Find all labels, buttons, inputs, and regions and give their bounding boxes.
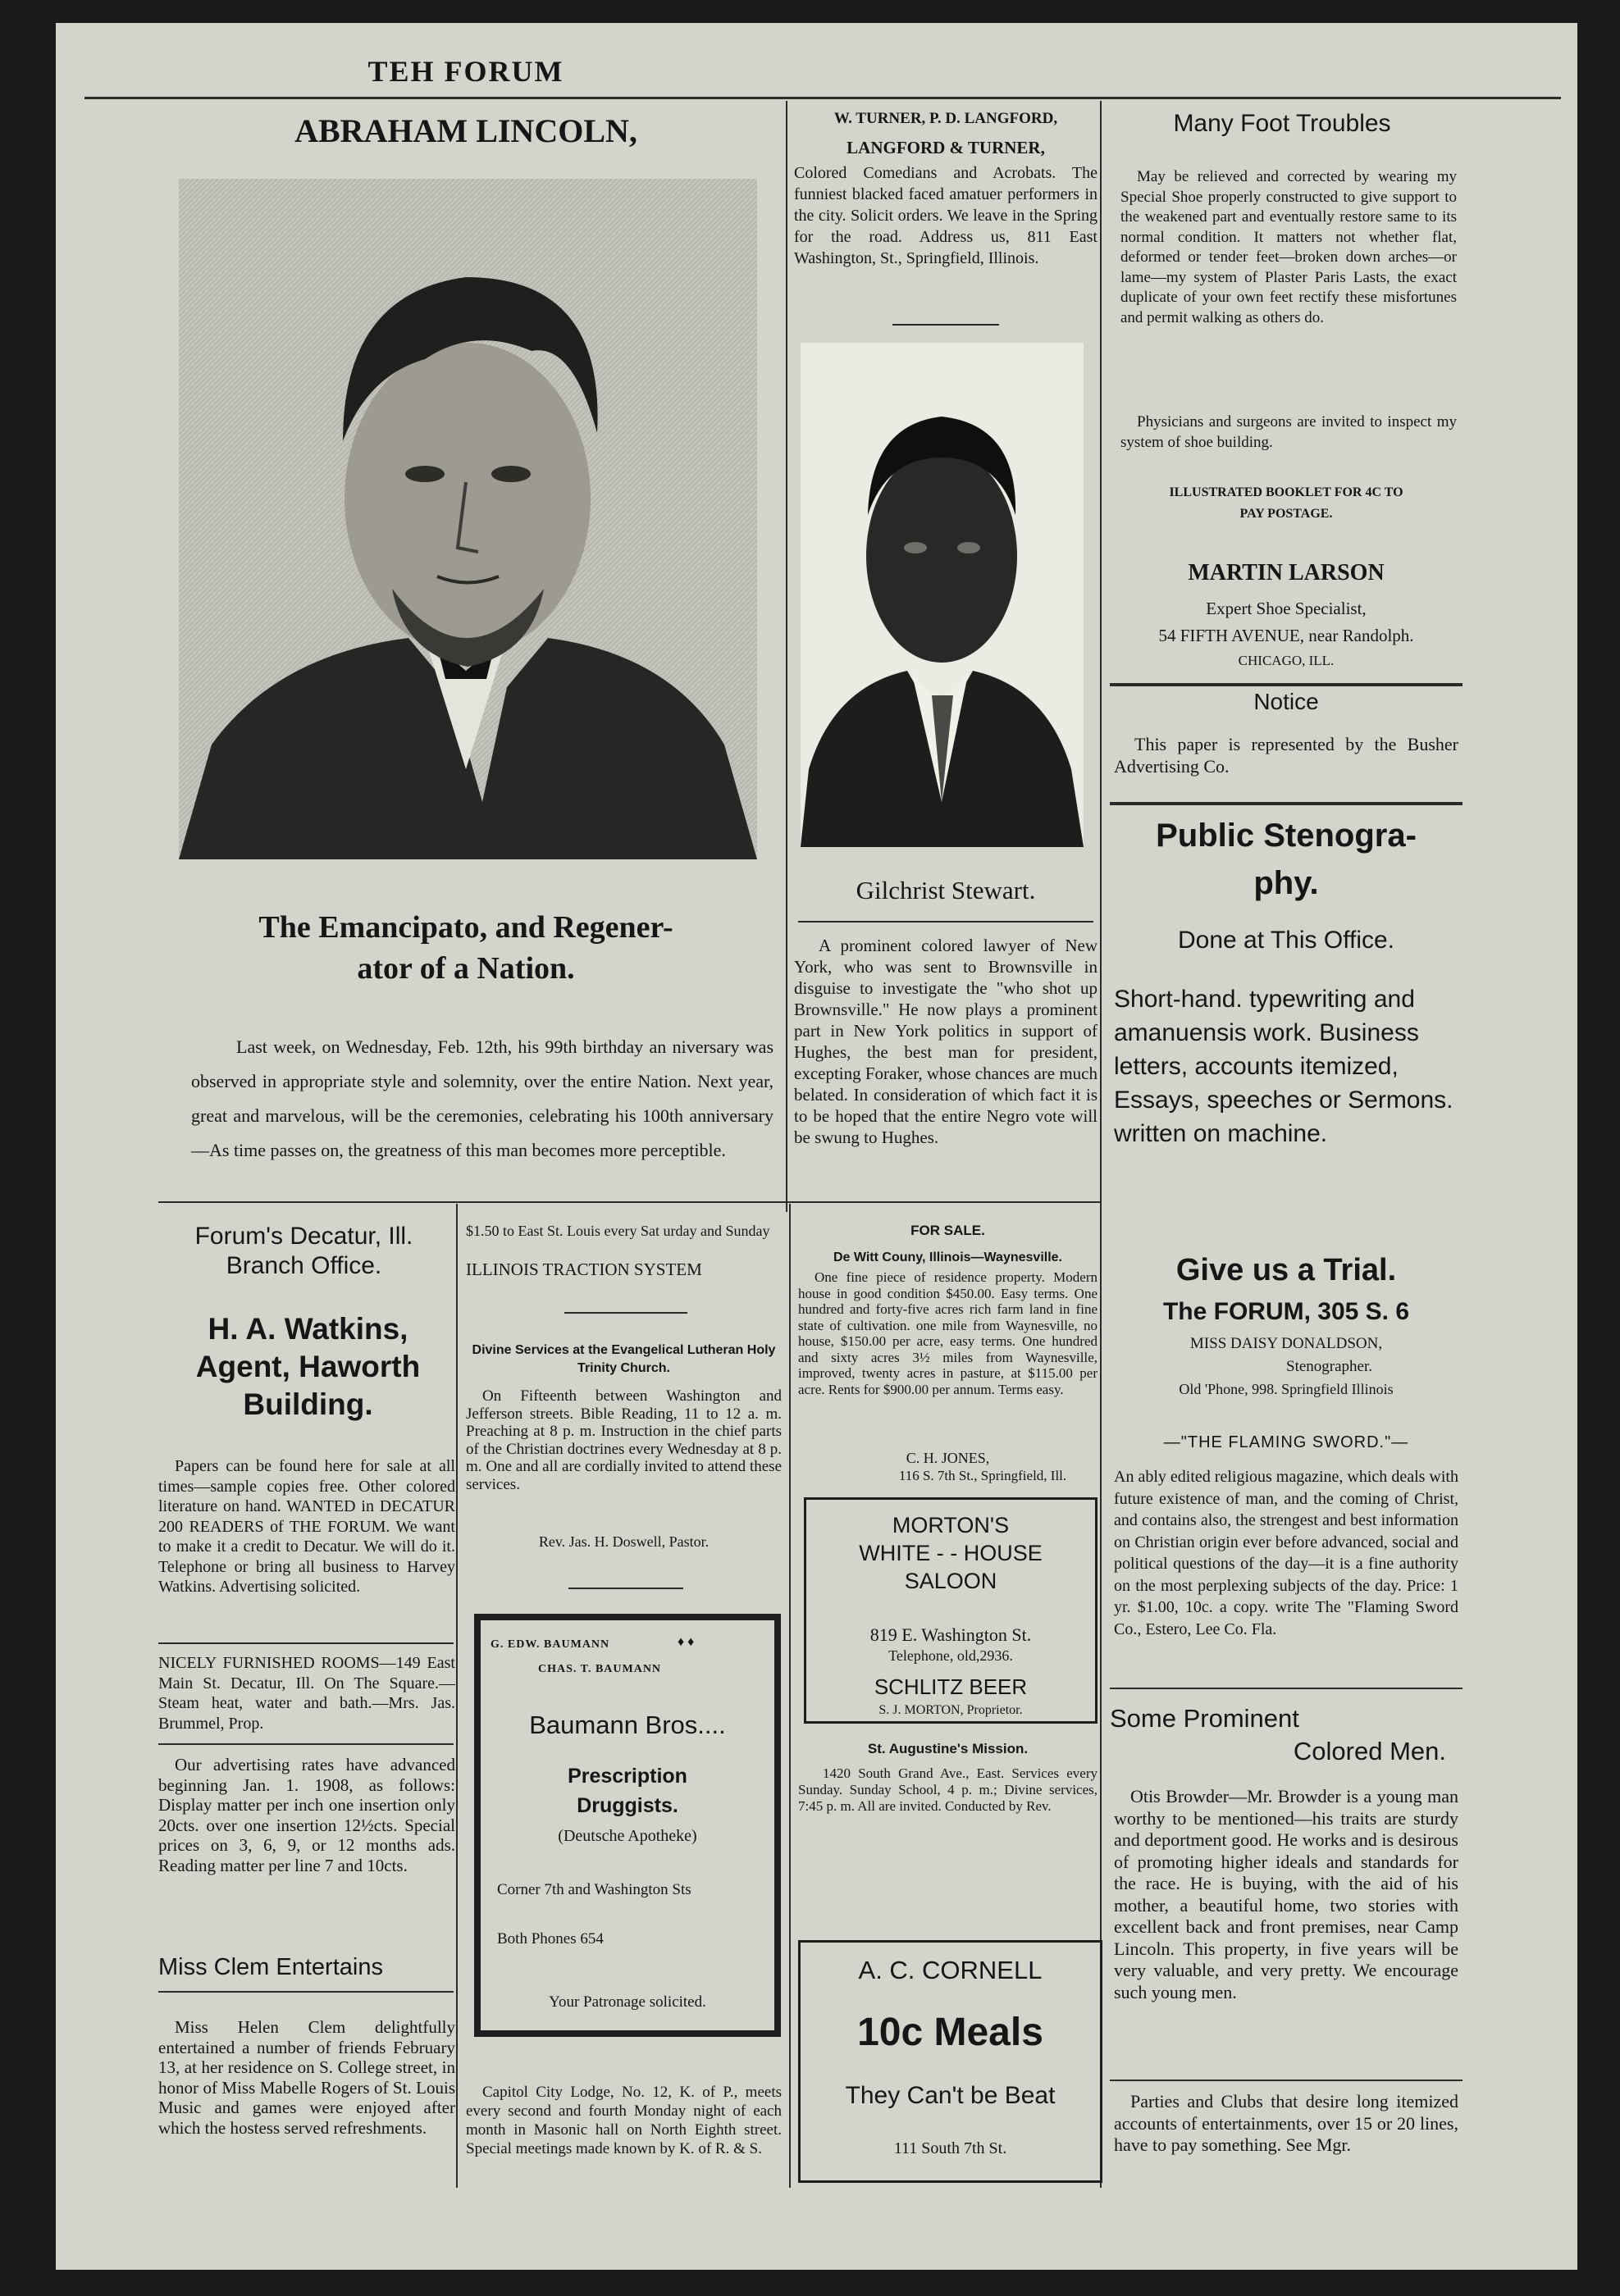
steno-title-line2: phy.: [1253, 865, 1319, 901]
traction-name: ILLINOIS TRACTION SYSTEM: [466, 1260, 702, 1279]
decatur-title: [154, 1222, 454, 1281]
lincoln-subtitle: [154, 907, 778, 989]
baumann-box: [474, 1614, 781, 2037]
saloon-name: [806, 1511, 1095, 1595]
saloon-box: [804, 1497, 1097, 1724]
saloon-prop: S. J. MORTON, Proprietor.: [878, 1703, 1023, 1717]
baumann-marks: ♦ ♦: [678, 1635, 695, 1649]
foot-booklet-line1: ILLUSTRATED BOOKLET FOR 4C TO: [1169, 485, 1403, 499]
foot-address: 54 FIFTH AVENUE, near Randolph.: [1158, 626, 1414, 645]
sale-address: 116 S. 7th St., Springfield, Ill.: [898, 1468, 1067, 1483]
langford-firm: LANGFORD & TURNER,: [847, 138, 1045, 157]
short-rule: [892, 324, 999, 326]
decatur-agent: [154, 1310, 462, 1424]
foot-name: MARTIN LARSON: [1188, 560, 1385, 585]
foot-body: May be relieved and corrected by wearing my Special Shoe properly constructed to give support to the weakened part and eventually restore same to its normal condition. It matters not whether flat, deformed or tender feet—broken down arches—or lame—my system of Plaster Paris Lasts, the exact duplicate of your own feet rectify these misfortunes and permit walking as others do.: [1120, 168, 1457, 326]
sale-body: One fine piece of residence property. Modern house in good condition $450.00. Easy terms. One hundred and forty-five acres rich farm land in fine state of cultivation. one mile from Waynesville, no house, $150.00 per acre, easy terms. One hundred and sixty acres 3½ miles from Waynesville, improved, twenty acres in pasture, at $115.00 per acre. Rents for $900.00 per annum. Terms easy.: [798, 1269, 1097, 1397]
lodge-body: Capitol City Lodge, No. 12, K. of P., meets every second and fourth Monday night of each month in Masonic hall on North Eighth street. Special meetings made known by K. of R. & S.: [466, 2084, 782, 2157]
column-rule-2: [1100, 101, 1102, 1220]
church-pastor: Rev. Jas. H. Doswell, Pastor.: [538, 1533, 710, 1550]
lincoln-portrait: [179, 179, 757, 859]
newspaper-page: [56, 23, 1577, 2270]
baumann-name1: G. EDW. BAUMANN: [491, 1638, 610, 1651]
baumann-patronage: Your Patronage solicited.: [549, 1993, 706, 2011]
stewart-rule: [798, 921, 1093, 922]
clem-title: Miss Clem Entertains: [158, 1954, 383, 1980]
prominent-body: Otis Browder—Mr. Browder is a young man worthy to be mentioned—his traits are sturdy and deportment good. He works and is desirous of promoting higher ideals and standards for the race. He is buying, with the aid of his mother, a beautiful home, two stories with excellent back and front premises, near Camp Lincoln. This property, in five years will be very valuable, and very pretty. We encourage such young men.: [1114, 1786, 1458, 2002]
notice-title: Notice: [1253, 689, 1319, 714]
sword-body: An ably edited religious magazine, which deals with future existence of man, and the coming of Christ, and contains also, the strengest and best information on Christian origin ever before advanced, social and political questions of the day—it is a fine authority on the most perplexing subjects of the day. Price: 1 yr. $1.00, 10c. a copy. write The "Flaming Sword Co., Estero, Lee Co. Fla.: [1114, 1468, 1458, 1638]
decatur-title-line2: Branch Office.: [226, 1252, 382, 1279]
cornell-beat: They Can't be Beat: [845, 2082, 1056, 2109]
saloon-name-line1: MORTON'S: [892, 1513, 1010, 1538]
saloon-name-line2: WHITE - - HOUSE: [859, 1541, 1043, 1565]
traction-line: $1.50 to East St. Louis every Sat urday and Sunday: [466, 1223, 770, 1239]
decatur-agent-line3: Building.: [243, 1387, 373, 1421]
masthead-rule: [84, 97, 1561, 99]
decatur-agent-line2: Agent, Haworth: [195, 1350, 421, 1383]
saloon-phone: Telephone, old,2936.: [888, 1647, 1013, 1664]
langford-names: W. TURNER, P. D. LANGFORD,: [833, 110, 1058, 127]
cornell-name: A. C. CORNELL: [858, 1956, 1043, 1984]
foot-booklet-line2: PAY POSTAGE.: [1239, 507, 1333, 521]
lincoln-engraving-image: [179, 179, 757, 859]
cornell-box: [798, 1940, 1102, 2183]
foot-role: Expert Shoe Specialist,: [1206, 599, 1367, 618]
church-title: Divine Services at the Evangelical Lutheran Holy Trinity Church.: [472, 1343, 776, 1375]
mission-title: St. Augustine's Mission.: [867, 1741, 1029, 1756]
church-rule: [568, 1588, 683, 1589]
foot-title: Many Foot Troubles: [1173, 110, 1391, 137]
steno-trial: Give us a Trial.: [1175, 1253, 1397, 1287]
masthead: TEH FORUM: [367, 55, 564, 88]
notice-rule: [1110, 802, 1463, 805]
foot-rule: [1110, 683, 1463, 686]
prominent-rule: [1110, 2080, 1463, 2081]
church-body: On Fifteenth between Washington and Jefferson streets. Bible Reading, 11 to 12 a. m. Preaching at 8 p. m. Instruction in the chief parts of the Christian doctrines every Wednesday at 8 p. m. One and all are cordially invited to attend these services.: [466, 1387, 782, 1493]
stewart-portrait: [801, 343, 1084, 847]
foot-body-2: Physicians and surgeons are invited to inspect my system of shoe building.: [1120, 413, 1457, 451]
steno-phone: Old 'Phone, 998. Springfield Illinois: [1179, 1381, 1394, 1397]
baumann-corner: Corner 7th and Washington Sts: [497, 1881, 691, 1898]
clem-body: Miss Helen Clem delightfully entertained a number of friends February 13, at her residence on S. College street, in honor of Miss Mabelle Rogers of St. Louis Music and games were enjoyed after which the hostess served refreshments.: [158, 2017, 455, 2138]
saloon-address: 819 E. Washington St.: [869, 1624, 1032, 1645]
baumann-title: Baumann Bros....: [529, 1711, 726, 1739]
decatur-body: Papers can be found here for sale at all times—sample copies free. Other colored literature on hand. WANTED in DECATUR 200 READERS of THE FORUM. We want to make it a credit to Decatur. We will do it. Telephone or bring all business to Harvey Watkins. Advertising solicited.: [158, 1457, 455, 1596]
prominent-title: [1110, 1702, 1463, 1768]
prominent-title-line1: Some Prominent: [1110, 1704, 1299, 1733]
baumann-sub-line1: Prescription: [568, 1765, 687, 1788]
steno-name: MISS DAISY DONALDSON,: [1189, 1335, 1383, 1352]
prominent-body-2: Parties and Clubs that desire long itemized accounts of entertainments, over 15 or 20 lines, have to pay something. See Mgr.: [1114, 2091, 1458, 2155]
sale-name: C. H. JONES,: [906, 1450, 990, 1466]
decatur-agent-line1: H. A. Watkins,: [208, 1312, 408, 1346]
saloon-name-line3: SALOON: [904, 1569, 997, 1593]
sale-title: FOR SALE.: [910, 1223, 985, 1238]
steno-body: Short-hand. typewriting and amanuensis work. Business letters, accounts itemized, Essays, speeches or Sermons. written on machine.: [1114, 986, 1453, 1147]
decatur-rule: [158, 1642, 454, 1644]
rates-body: Our advertising rates have advanced beginning Jan. 1. 1908, as follows: Display matter per inch one insertion only 20cts. over one insertion 12½cts. Special prices on 3, 6, 9, or 12 months ads. Reading matter per line 7 and 10cts.: [158, 1755, 455, 1875]
cornell-meals: 10c Meals: [857, 2011, 1043, 2054]
langford-body: Colored Comedians and Acrobats. The funniest blacked faced amatuer performers in the city. Solicit orders. We leave in the Spring for the road. Address us, 811 East Washington, St., Springfield, Illinois.: [794, 164, 1097, 267]
saloon-beer: SCHLITZ BEER: [874, 1674, 1028, 1699]
sword-rule: [1110, 1688, 1463, 1689]
steno-title-line1: Public Stenogra-: [1156, 818, 1417, 854]
baumann-sub-line2: Druggists.: [577, 1794, 678, 1817]
notice-body: This paper is represented by the Busher Advertising Co.: [1114, 734, 1458, 777]
traction-rule: [564, 1312, 687, 1314]
steno-title: [1110, 812, 1463, 907]
stewart-caption: Gilchrist Stewart.: [856, 876, 1036, 904]
foot-city: CHICAGO, ILL.: [1238, 653, 1335, 668]
lincoln-subtitle-line1: The Emancipato, and Regener-: [258, 910, 673, 945]
steno-done: Done at This Office.: [1177, 927, 1395, 954]
column-rule-4: [789, 1204, 791, 2188]
lincoln-title: ABRAHAM LINCOLN,: [294, 112, 637, 149]
cornell-address: 111 South 7th St.: [893, 2139, 1007, 2157]
rooms-rule: [158, 1743, 454, 1745]
decatur-title-line1: Forum's Decatur, Ill.: [194, 1223, 413, 1250]
baumann-phones: Both Phones 654: [497, 1930, 604, 1947]
stewart-body: A prominent colored lawyer of New York, who was sent to Brownsville in disguise to investigate the "who shot up Brownsville." He now plays a prominent part in New York politics in support of Hughes, the best man for president, excepting Foraker, whose chances are much belated. In consideration of which fact it is to be hoped that the entire Negro vote will be swung to Hughes.: [794, 936, 1098, 1147]
baumann-name2: CHAS. T. BAUMANN: [538, 1663, 662, 1675]
section-rule: [158, 1201, 1102, 1203]
baumann-german: (Deutsche Apotheke): [558, 1827, 697, 1845]
foot-booklet: [1110, 482, 1463, 525]
lincoln-subtitle-line2: ator of a Nation.: [357, 951, 575, 986]
lincoln-body: Last week, on Wednesday, Feb. 12th, his 99th birthday an niversary was observed in appropriate style and solemnity, over the entire Nation. Next year, great and marvelous, will be the ceremonies, celebrating his 100th anniversary—As time passes on, the greatness of this man becomes more perceptible.: [191, 1036, 773, 1160]
rooms-body: NICELY FURNISHED ROOMS—149 East Main St. Decatur, Ill. On The Square.—Steam heat, water and bath.—Mrs. Jas. Brummel, Prop.: [158, 1654, 455, 1733]
mission-body: 1420 South Grand Ave., East. Services every Sunday. Sunday School, 4 p. m.; Divine services, 7:45 p. m. All are invited. Conducted by Rev.: [798, 1765, 1097, 1814]
baumann-sub: [481, 1761, 774, 1820]
sword-title: —"THE FLAMING SWORD."—: [1163, 1433, 1409, 1451]
steno-address: The FORUM, 305 S. 6: [1162, 1298, 1410, 1325]
clem-rule: [158, 1991, 454, 1993]
column-rule-1: [786, 101, 787, 1212]
steno-role: Stenographer.: [1286, 1358, 1373, 1375]
stewart-photo-image: [801, 343, 1084, 847]
sale-county: De Witt Couny, Illinois—Waynesville.: [833, 1250, 1062, 1264]
prominent-title-line2: Colored Men.: [1293, 1737, 1446, 1765]
